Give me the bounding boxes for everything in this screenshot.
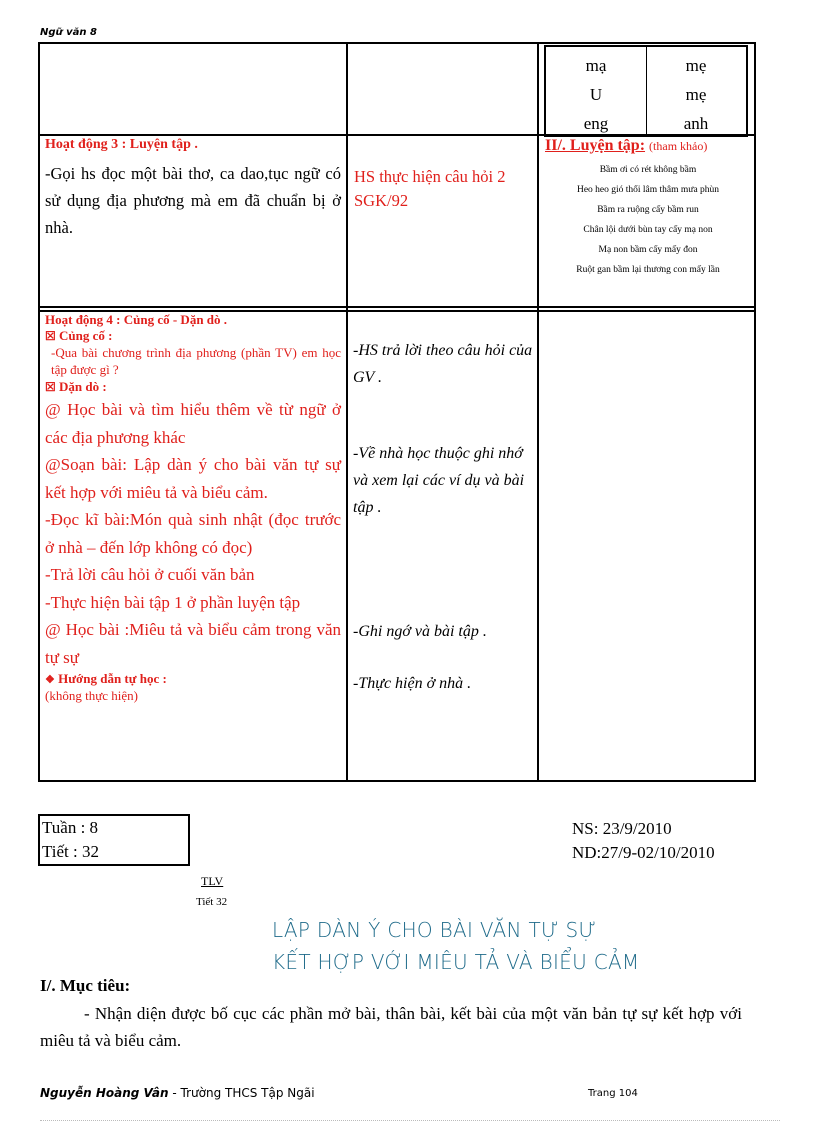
week-label: Tuần : 8 [42,818,99,837]
dando-label: Dặn dò : [59,379,107,394]
cungco-heading [45,328,341,344]
tiet-small: Tiết 32 [196,896,228,908]
poem-line: Chân lội dưới bùn tay cấy mạ non [583,225,713,235]
lesson-title-line-2: KẾT HỢP VỚI MIÊU TẢ VÀ BIỂU CẢM [272,950,640,974]
dialect-word: mạ [585,56,607,75]
standard-word: anh [683,114,709,133]
footer-dotted-line [40,1120,780,1121]
dando-list [45,396,341,671]
poem-line: Ruột gan bầm lại thương con mấy lần [576,265,720,275]
poem-line: Bầm ra ruộng cấy bầm run [597,205,699,215]
table-border-left [38,42,40,782]
practice-title: II/. Luyện tập: [545,137,646,154]
table-border-top [38,42,756,44]
table-col-divider-1 [346,42,348,782]
practice-note: (tham khảo) [649,139,708,153]
objectives-text: - Nhận diện được bố cục các phần mở bài, thân bài, kết bài của một văn bản tự sự kết hợp với miêu tả và biểu cảm. [40,1004,742,1050]
cungco-text: -Qua bài chương trình địa phương (phần TV) em học tập được gì ? [51,345,341,377]
dialect-poem [542,160,754,280]
header-subject: Ngữ văn 8 [40,27,97,38]
student-answer-1: -HS trả lời theo câu hỏi của GV . [353,342,533,386]
dialect-word-table [544,45,748,137]
practice-heading [545,137,753,155]
diamond-bullet-icon: ❖ [45,674,55,686]
standard-word: mẹ [685,85,707,104]
objectives-heading [40,976,130,996]
dando-item: -Trả lời câu hỏi ở cuối văn bản [45,565,255,584]
poem-line: Bầm ơi có rét không bầm [599,165,697,175]
student-answer-4: -Thực hiện ở nhà . [353,675,472,692]
poem-line: Heo heo gió thổi lâm thâm mưa phùn [576,185,720,195]
activity-4-title: Hoạt động 4 : Củng cố - Dặn dò . [45,312,228,327]
footer-author: Nguyễn Hoàng Vân [40,1086,169,1100]
dando-item: -Đọc kĩ bài:Món quà sinh nhật (đọc trước ở nhà – đến lớp không có đọc) [45,510,341,557]
dando-item: -Thực hiện bài tập 1 ở phần luyện tập [45,592,301,612]
dialect-word: eng [583,114,609,133]
lesson-title [272,914,640,978]
activity-3-title: Hoạt động 3 : Luyện tập . [45,137,198,152]
dando-item: @ Học bài và tìm hiểu thêm về từ ngữ ở các địa phương khác [45,400,341,447]
activity-3-teacher-text: -Gọi hs đọc một bài thơ, ca dao,tục ngữ có sử dụng địa phương mà em đã chuẩn bị ở nhà. [45,164,341,237]
standard-word: mẹ [685,56,707,75]
page-number: Trang 104 [588,1088,638,1099]
footer-school: - Trường THCS Tập Ngãi [168,1086,315,1100]
cungco-label: Củng cố : [59,328,113,343]
standard-right-column [646,51,746,138]
huongdan-heading [45,671,341,688]
week-period-box [38,814,190,866]
footer [40,1086,315,1100]
poem-line: Mạ non bầm cấy mấy đon [598,245,698,255]
table-border-bottom [38,780,756,782]
table-col-divider-2 [537,42,539,782]
checkbox-icon: ☒ [45,380,56,394]
ns-date: NS: 23/9/2010 [572,819,672,838]
objectives-heading-text: I/. Mục tiêu: [40,976,131,995]
nd-date: ND:27/9-02/10/2010 [572,843,715,862]
table-row-divider-2 [38,306,756,308]
lesson-title-line-1: LẬP DÀN Ý CHO BÀI VĂN TỰ SỰ [272,918,597,942]
huongdan-text: (không thực hiện) [45,688,138,703]
table-border-right [754,42,756,782]
huongdan-label: Hướng dẫn tự học : [58,671,167,686]
activity-3-student-text: HS thực hiện câu hỏi 2 SGK/92 [354,167,506,210]
dando-item: @ Học bài :Miêu tả và biểu cảm trong văn tự sự [45,620,341,667]
tlv-label: TLV [201,874,224,888]
student-answer-2: -Về nhà học thuộc ghi nhớ và xem lại các ví dụ và bài tập . [353,445,525,516]
dando-item: @Soạn bài: Lập dàn ý cho bài văn tự sự kết hợp với miêu tả và biểu cảm. [45,455,341,502]
dialect-left-column [546,51,646,138]
activity-4-block [45,312,341,703]
period-label: Tiết : 32 [42,842,100,861]
dando-heading [45,378,341,396]
checkbox-icon: ☒ [45,329,56,343]
student-answer-3: -Ghi ngớ và bài tập . [353,623,487,640]
dialect-word: U [589,85,603,104]
date-block [572,817,715,865]
